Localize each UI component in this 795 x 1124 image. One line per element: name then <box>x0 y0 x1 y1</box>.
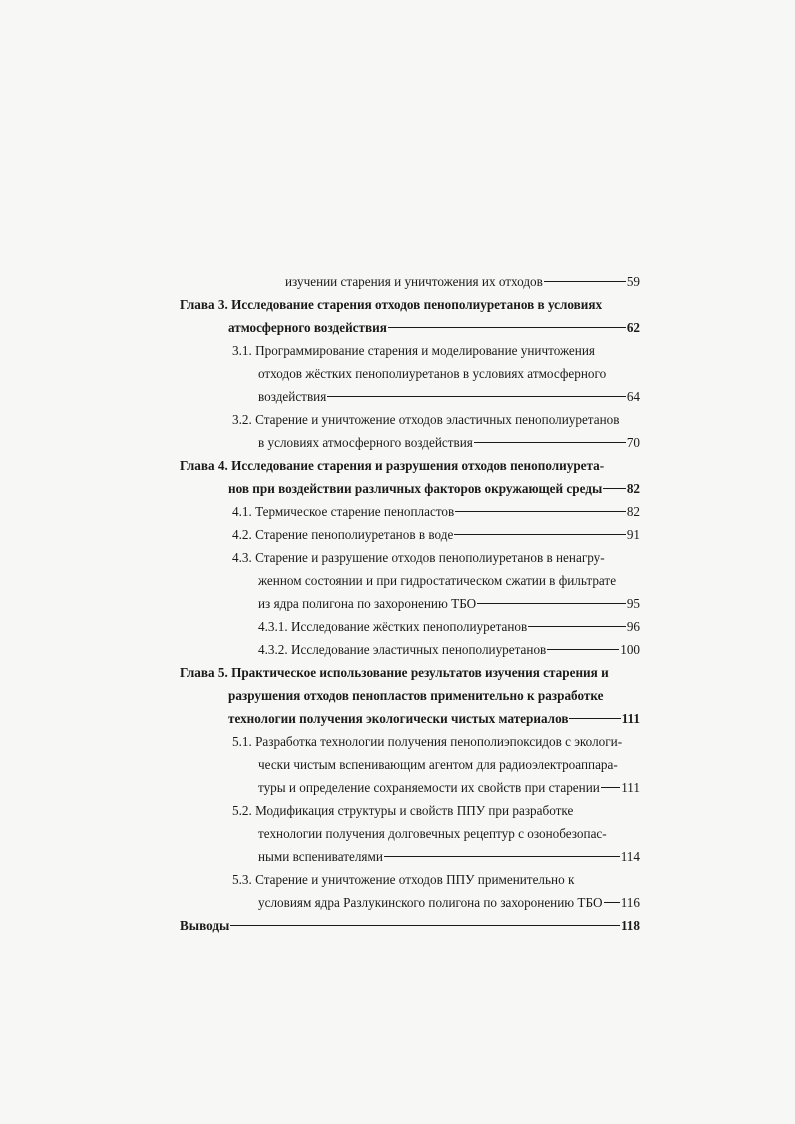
page-number: 59 <box>626 274 640 289</box>
toc-entry-text: 5.2. Модификация структуры и свойств ППУ при разработке <box>232 803 574 818</box>
leader-line <box>603 488 626 489</box>
toc-line <box>180 730 640 753</box>
toc-entry-text: женном состоянии и при гидростатическом сжатии в фильтрате <box>258 573 617 588</box>
toc-entry-text: нов при воздействии различных факторов окружающей среды <box>228 481 603 496</box>
page-number: 111 <box>621 711 640 726</box>
toc-entry-text: 4.3.2. Исследование эластичных пенополиуретанов <box>258 642 547 657</box>
toc-line <box>180 270 640 293</box>
toc-line <box>180 845 640 868</box>
toc-line <box>180 707 640 730</box>
leader-line <box>230 925 620 926</box>
leader-line <box>569 718 620 719</box>
toc-line <box>180 339 640 362</box>
toc-line <box>180 615 640 638</box>
leader-line <box>388 327 626 328</box>
toc-entry-text: воздействия <box>258 389 327 404</box>
toc-line <box>180 638 640 661</box>
toc-line <box>180 868 640 891</box>
leader-line <box>604 902 620 903</box>
toc-entry-text: атмосферного воздействия <box>228 320 387 335</box>
toc-entry-text: технологии получения экологически чистых материалов <box>228 711 569 726</box>
toc-line <box>180 546 640 569</box>
page-number: 116 <box>620 895 640 910</box>
toc-entry-text: 4.1. Термическое старение пенопластов <box>232 504 455 519</box>
toc-entry-text: технологии получения долговечных рецептур с озонобезопас- <box>258 826 607 841</box>
toc-entry-text: изучении старения и уничтожения их отходов <box>285 274 543 289</box>
page-number: 118 <box>620 918 640 933</box>
page-number: 62 <box>626 320 640 335</box>
toc-line <box>180 776 640 799</box>
page-number: 114 <box>620 849 640 864</box>
page-number: 111 <box>621 780 640 795</box>
page-number: 96 <box>626 619 640 634</box>
toc-line <box>180 477 640 500</box>
leader-line <box>474 442 626 443</box>
toc-entry-text: 4.2. Старение пенополиуретанов в воде <box>232 527 454 542</box>
leader-line <box>384 856 620 857</box>
leader-line <box>547 649 619 650</box>
toc-entry-text: Глава 3. Исследование старения отходов пенополиуретанов в условиях <box>180 297 603 312</box>
toc-line <box>180 569 640 592</box>
toc-entry-text: 3.1. Программирование старения и моделирование уничтожения <box>232 343 595 358</box>
toc-line <box>180 592 640 615</box>
toc-entry-text: в условиях атмосферного воздействия <box>258 435 473 450</box>
leader-line <box>327 396 626 397</box>
toc-line <box>180 799 640 822</box>
page-number: 82 <box>626 481 640 496</box>
toc-entry-text: туры и определение сохраняемости их свойств при старении <box>258 780 600 795</box>
leader-line <box>454 534 626 535</box>
toc-line <box>180 408 640 431</box>
toc-entry-text: Выводы <box>180 918 230 933</box>
leader-line <box>544 281 626 282</box>
toc-entry-text: ными вспенивателями <box>258 849 383 864</box>
toc-line <box>180 661 640 684</box>
toc-entry-text: 5.3. Старение и уничтожение отходов ППУ применительно к <box>232 872 575 887</box>
page-number: 82 <box>626 504 640 519</box>
toc-entry-text: 4.3.1. Исследование жёстких пенополиуретанов <box>258 619 528 634</box>
leader-line <box>528 626 626 627</box>
toc-line <box>180 523 640 546</box>
toc-entry-text: из ядра полигона по захоронению ТБО <box>258 596 477 611</box>
toc-entry-text: 4.3. Старение и разрушение отходов пенополиуретанов в ненагру- <box>232 550 605 565</box>
toc-entry-text: отходов жёстких пенополиуретанов в условиях атмосферного <box>258 366 607 381</box>
toc-line <box>180 454 640 477</box>
toc-line <box>180 891 640 914</box>
toc-line <box>180 684 640 707</box>
page-number: 91 <box>626 527 640 542</box>
page-number: 95 <box>626 596 640 611</box>
toc-line <box>180 293 640 316</box>
leader-line <box>455 511 626 512</box>
toc-entry-text: 5.1. Разработка технологии получения пенополиэпоксидов с экологи- <box>232 734 623 749</box>
toc-line <box>180 316 640 339</box>
toc-entry-text: чески чистым вспенивающим агентом для радиоэлектроаппара- <box>258 757 618 772</box>
toc-entry-text: Глава 4. Исследование старения и разрушения отходов пенополиурета- <box>180 458 605 473</box>
toc-line <box>180 500 640 523</box>
page-number: 70 <box>626 435 640 450</box>
table-of-contents <box>180 270 640 937</box>
leader-line <box>601 787 620 788</box>
toc-line <box>180 431 640 454</box>
leader-line <box>477 603 626 604</box>
toc-line <box>180 914 640 937</box>
toc-line <box>180 385 640 408</box>
toc-entry-text: 3.2. Старение и уничтожение отходов эластичных пенополиуретанов <box>232 412 620 427</box>
toc-entry-text: Глава 5. Практическое использование результатов изучения старения и <box>180 665 609 680</box>
toc-line <box>180 753 640 776</box>
page-number: 64 <box>626 389 640 404</box>
toc-line <box>180 822 640 845</box>
toc-entry-text: разрушения отходов пенопластов применительно к разработке <box>228 688 604 703</box>
toc-line <box>180 362 640 385</box>
toc-entry-text: условиям ядра Разлукинского полигона по захоронению ТБО <box>258 895 603 910</box>
page-number: 100 <box>620 642 640 657</box>
